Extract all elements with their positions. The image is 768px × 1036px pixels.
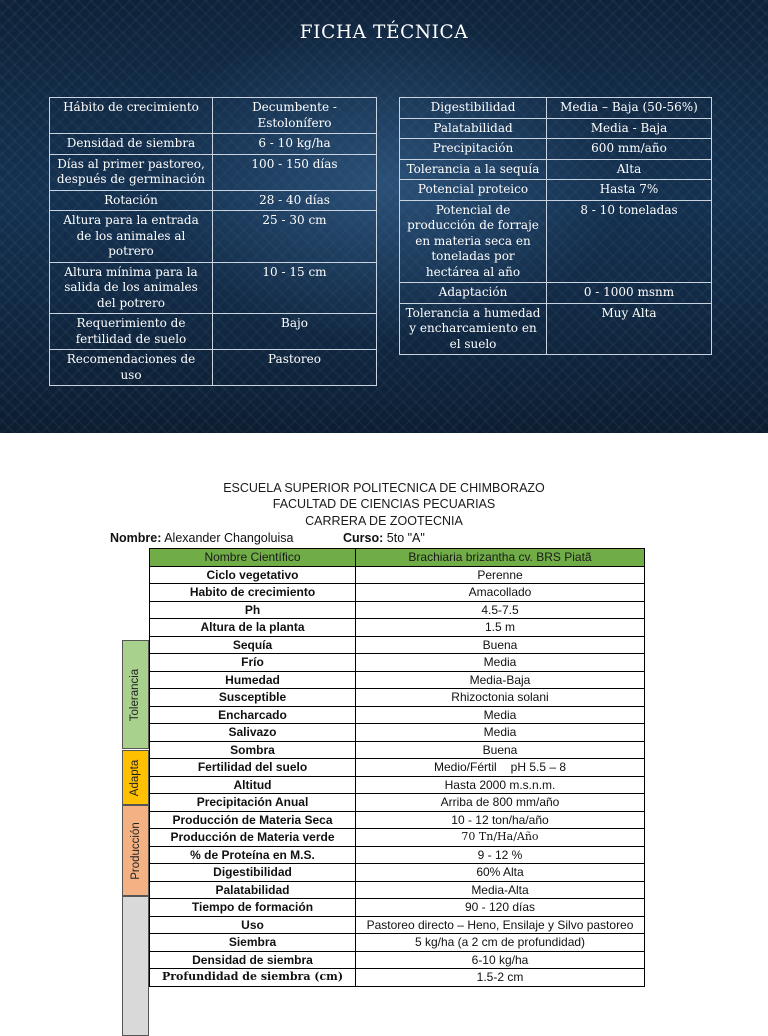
ficha-table-left — [49, 97, 377, 386]
row-value: Rhizoctonia solani — [451, 690, 549, 704]
nombre-value: Alexander Changoluisa — [164, 531, 294, 545]
nombre-line — [110, 531, 293, 545]
side-label-produccion: Producción — [122, 805, 149, 896]
table-row — [149, 794, 645, 812]
row-key: Densidad de siembra — [50, 134, 213, 155]
row-value: 25 - 30 cm — [213, 211, 377, 263]
row-value: Media — [483, 725, 517, 739]
row-key: Uso — [150, 917, 356, 934]
table-row — [149, 917, 645, 935]
nombre-label: Nombre: — [110, 531, 162, 545]
row-key: Potencial de producción de forraje en materia seca en toneladas por hectárea al año — [400, 200, 547, 283]
row-value: Media - Baja — [547, 118, 712, 139]
row-value-part: pH 5.5 – 8 — [510, 760, 567, 774]
side-label-misc — [122, 896, 149, 1036]
row-value: 100 - 150 días — [213, 154, 377, 190]
row-value-part: Medio/Fértil — [433, 760, 497, 774]
table-row — [149, 637, 645, 655]
row-key: Humedad — [150, 672, 356, 689]
slide-title: FICHA TÉCNICA — [299, 22, 469, 43]
row-key: Ph — [150, 602, 356, 619]
row-value: Pastoreo — [213, 350, 377, 386]
header-line-faculty: FACULTAD DE CIENCIAS PECUARIAS — [272, 497, 496, 511]
row-value: Media-Alta — [471, 882, 529, 897]
row-key: Precipitación Anual — [150, 794, 356, 811]
row-value: 1.5 m — [484, 620, 515, 634]
table-row — [400, 200, 712, 283]
row-value: Hasta 7% — [547, 180, 712, 201]
row-key: Siembra — [150, 934, 356, 951]
row-value: 1.5-2 cm — [476, 970, 524, 984]
row-value: Buena — [482, 637, 518, 652]
table-row — [50, 350, 377, 386]
table-row — [50, 134, 377, 155]
table-row — [149, 567, 645, 585]
table-row — [400, 139, 712, 160]
row-key: Salivazo — [150, 724, 356, 741]
row-key: Sequía — [150, 637, 356, 654]
table-row — [149, 742, 645, 760]
table-row — [50, 98, 377, 134]
row-value: 60% Alta — [476, 865, 524, 879]
row-key: Frío — [150, 654, 356, 671]
table-row — [400, 303, 712, 355]
row-key: Digestibilidad — [400, 98, 547, 119]
table-row — [149, 654, 645, 672]
table-row — [50, 314, 377, 350]
table-header-key: Nombre Científico — [150, 549, 356, 566]
row-value: Media — [483, 707, 517, 722]
row-key: Altura para la entrada de los animales al potrero — [50, 211, 213, 263]
table-row — [50, 211, 377, 263]
row-value: Bajo — [213, 314, 377, 350]
row-key: Requerimiento de fertilidad de suelo — [50, 314, 213, 350]
row-key: Altura mínima para la salida de los animales del potrero — [50, 262, 213, 314]
table-row — [400, 180, 712, 201]
table-header-value: Brachiaria brizantha cv. BRS Piatã — [408, 550, 592, 564]
row-value: Media – Baja (50-56%) — [547, 98, 712, 119]
table-row — [149, 689, 645, 707]
curso-line — [343, 531, 425, 545]
table-row — [50, 262, 377, 314]
row-value: 5 kg/ha (a 2 cm de profundidad) — [414, 935, 586, 949]
table-row — [149, 584, 645, 602]
row-key: Tolerancia a humedad y encharcamiento en el suelo — [400, 303, 547, 355]
table-row — [149, 899, 645, 917]
side-label-adapta: Adapta — [122, 750, 149, 805]
table-row — [149, 829, 645, 847]
species-table — [149, 548, 645, 987]
row-value: Media-Baja — [469, 672, 531, 687]
table-row — [50, 154, 377, 190]
row-value: 28 - 40 días — [213, 190, 377, 211]
table-row — [149, 724, 645, 742]
row-value: 4.5-7.5 — [481, 602, 519, 617]
row-key: Habito de crecimiento — [150, 584, 356, 601]
table-row — [149, 602, 645, 620]
row-value: 6-10 kg/ha — [471, 952, 529, 967]
row-key: Adaptación — [400, 283, 547, 304]
table-row — [400, 159, 712, 180]
row-value: 9 - 12 % — [477, 847, 523, 862]
row-value: 70 Tn/Ha/Año — [461, 830, 539, 843]
row-value: Buena — [482, 742, 518, 757]
row-key: Profundidad de siembra (cm) — [150, 969, 356, 986]
table-row — [149, 759, 645, 777]
row-value: 0 - 1000 msnm — [547, 283, 712, 304]
table-row — [400, 283, 712, 304]
curso-value: 5to "A" — [386, 531, 425, 545]
row-key: Encharcado — [150, 707, 356, 724]
row-key: Potencial proteico — [400, 180, 547, 201]
row-key: Producción de Materia Seca — [150, 812, 356, 829]
ficha-table-right — [399, 97, 712, 355]
table-header-row — [149, 548, 645, 567]
document-panel — [0, 433, 768, 1024]
row-key: Palatabilidad — [150, 882, 356, 899]
row-value: Alta — [547, 159, 712, 180]
row-key: Rotación — [50, 190, 213, 211]
table-row — [50, 190, 377, 211]
row-key: Densidad de siembra — [150, 952, 356, 969]
row-key: Tiempo de formación — [150, 899, 356, 916]
row-key: Producción de Materia verde — [150, 829, 356, 846]
table-row — [149, 952, 645, 970]
row-value: 8 - 10 toneladas — [547, 200, 712, 283]
row-key: Tolerancia a la sequía — [400, 159, 547, 180]
row-value: 10 - 12 ton/ha/año — [451, 812, 549, 827]
table-row — [149, 969, 645, 987]
row-key: Palatabilidad — [400, 118, 547, 139]
row-value: Decumbente - Estolonífero — [213, 98, 377, 134]
table-row — [149, 672, 645, 690]
table-row — [149, 847, 645, 865]
row-value: Perenne — [477, 567, 523, 582]
row-key: Digestibilidad — [150, 864, 356, 881]
row-value — [356, 759, 644, 776]
table-row — [149, 882, 645, 900]
table-row — [149, 934, 645, 952]
row-value: Muy Alta — [547, 303, 712, 355]
row-key: Fertilidad del suelo — [150, 759, 356, 776]
row-value: Arriba de 800 mm/año — [440, 795, 560, 809]
row-value: 6 - 10 kg/ha — [213, 134, 377, 155]
row-key: Precipitación — [400, 139, 547, 160]
row-key: Altitud — [150, 777, 356, 794]
row-key: Ciclo vegetativo — [150, 567, 356, 584]
row-key: Días al primer pastoreo, después de germinación — [50, 154, 213, 190]
row-key: Sombra — [150, 742, 356, 759]
header-line-career: CARRERA DE ZOOTECNIA — [305, 514, 463, 528]
side-label-tolerancia: Tolerancia — [122, 640, 149, 749]
row-value: 600 mm/año — [547, 139, 712, 160]
row-key: % de Proteína en M.S. — [150, 847, 356, 864]
table-row — [149, 864, 645, 882]
row-value: Media — [483, 655, 517, 669]
row-value: Amacollado — [468, 585, 532, 599]
curso-label: Curso: — [343, 531, 384, 545]
row-value: Pastoreo directo – Heno, Ensilaje y Silvo pastoreo — [366, 917, 634, 932]
row-key: Hábito de crecimiento — [50, 98, 213, 134]
row-key: Recomendaciones de uso — [50, 350, 213, 386]
table-row — [149, 619, 645, 637]
table-row — [149, 812, 645, 830]
row-key: Susceptible — [150, 689, 356, 706]
row-value: 10 - 15 cm — [213, 262, 377, 314]
row-key: Altura de la planta — [150, 619, 356, 636]
table-row — [400, 118, 712, 139]
row-value: Hasta 2000 m.s.n.m. — [444, 777, 556, 792]
table-row — [149, 707, 645, 725]
table-row — [149, 777, 645, 795]
row-value: 90 - 120 días — [464, 900, 536, 914]
table-row — [400, 98, 712, 119]
header-line-school: ESCUELA SUPERIOR POLITECNICA DE CHIMBORAZO — [223, 481, 545, 495]
slide-panel — [0, 0, 768, 433]
